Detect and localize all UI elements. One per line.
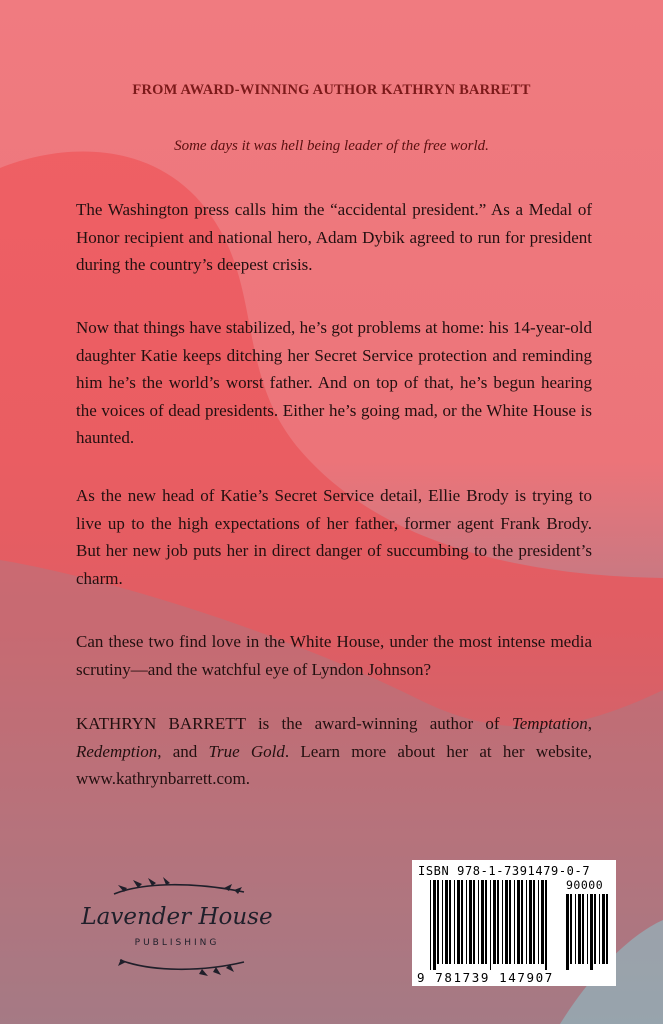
barcode-bar	[433, 880, 436, 970]
barcode-bar	[469, 880, 472, 964]
barcode-bar	[493, 880, 496, 964]
blurb-paragraph-4: Can these two find love in the White House, under the most intense media scrutiny—and the watchful eye of Lyndon Johnson?	[76, 632, 592, 679]
bio-lead: KATHRYN BARRETT is the award-winning author of	[76, 714, 512, 733]
barcode-bar	[478, 880, 479, 964]
ean-barcode-bars	[430, 880, 550, 970]
barcode-bar	[461, 880, 463, 964]
barcode-bar	[445, 880, 448, 964]
barcode-bar	[521, 880, 523, 964]
barcode-bar	[454, 880, 455, 964]
blurb-paragraph-3: As the new head of Katie’s Secret Service detail, Ellie Brody is trying to live up to the high expectations of her father, former agent Frank Brody. But her new job puts her in direct danger of succumbing to the president’s charm.	[76, 486, 592, 588]
ean-number: 9 781739 147907	[417, 970, 554, 985]
publisher-name: Lavender House	[81, 904, 273, 930]
barcode-bar	[437, 880, 439, 964]
addon-barcode-bars	[566, 894, 612, 970]
barcode-bar	[541, 880, 544, 964]
pull-quote: Some days it was hell being leader of the free world.	[174, 138, 489, 154]
barcode-bar	[538, 880, 539, 964]
barcode-bar	[587, 894, 588, 964]
author-bio: KATHRYN BARRETT is the award-winning author of Temptation, Redemption, and True Gold. Learn more about her at her website, www.kathrynbarrett.com.	[76, 714, 593, 788]
barcode-bar	[509, 880, 511, 964]
barcode-bar	[442, 880, 443, 964]
barcode-bar	[578, 894, 581, 964]
laurel-bottom-icon	[112, 952, 252, 978]
publisher-subtitle: PUBLISHING	[134, 938, 220, 948]
book-title-true-gold: True Gold	[208, 741, 285, 761]
barcode-bar	[502, 880, 503, 964]
barcode-bar	[570, 894, 572, 964]
barcode-bar	[449, 880, 451, 964]
barcode-bar	[599, 894, 600, 964]
barcode-bar	[606, 894, 608, 964]
barcode-bar	[473, 880, 475, 964]
laurel-top-icon	[104, 876, 254, 904]
barcode-bar	[575, 894, 576, 964]
barcode-bar	[602, 894, 605, 964]
barcode-bar	[481, 880, 484, 964]
barcode-bar	[505, 880, 508, 964]
barcode-bar	[566, 894, 569, 970]
barcode-bar	[514, 880, 515, 964]
barcode-bar	[430, 880, 431, 970]
barcode-bar	[457, 880, 460, 964]
barcode-bar	[594, 894, 596, 964]
book-title-temptation: Temptation	[511, 714, 588, 733]
isbn-label: ISBN 978-1-7391479-0-7	[418, 864, 591, 878]
barcode-bar	[590, 894, 593, 970]
barcode-bar	[545, 880, 547, 970]
author-tagline: FROM AWARD-WINNING AUTHOR KATHRYN BARRETT	[132, 82, 531, 98]
blurb-paragraph-1: The Washington press calls him the “accidental president.” As a Medal of Honor recipient and national hero, Adam Dybik agreed to run for president during the country’s deepest crisis.	[76, 200, 592, 274]
bio-tail: . Learn more about her at her website, www.kathrynbarrett.com.	[76, 741, 593, 788]
barcode-bar	[582, 894, 584, 964]
blurb-paragraph-2: Now that things have stabilized, he’s got problems at home: his 14-year-old daughter Katie keeps ditching her Secret Service protection and reminding him he’s the world’s worst father. And on top of that, he’s begun hearing the voices of dead presidents. Either he’s going mad, or the White House is haunted.	[76, 318, 592, 447]
barcode-bar	[490, 880, 491, 970]
book-title-redemption: Redemption	[76, 741, 158, 761]
barcode-bar	[466, 880, 467, 964]
barcode-bar	[526, 880, 527, 964]
barcode-bar	[485, 880, 487, 964]
barcode-bar	[533, 880, 535, 964]
barcode-bar	[529, 880, 532, 964]
barcode-bar	[517, 880, 520, 964]
price-addon-number: 90000	[566, 878, 604, 892]
barcode-bar	[497, 880, 499, 964]
